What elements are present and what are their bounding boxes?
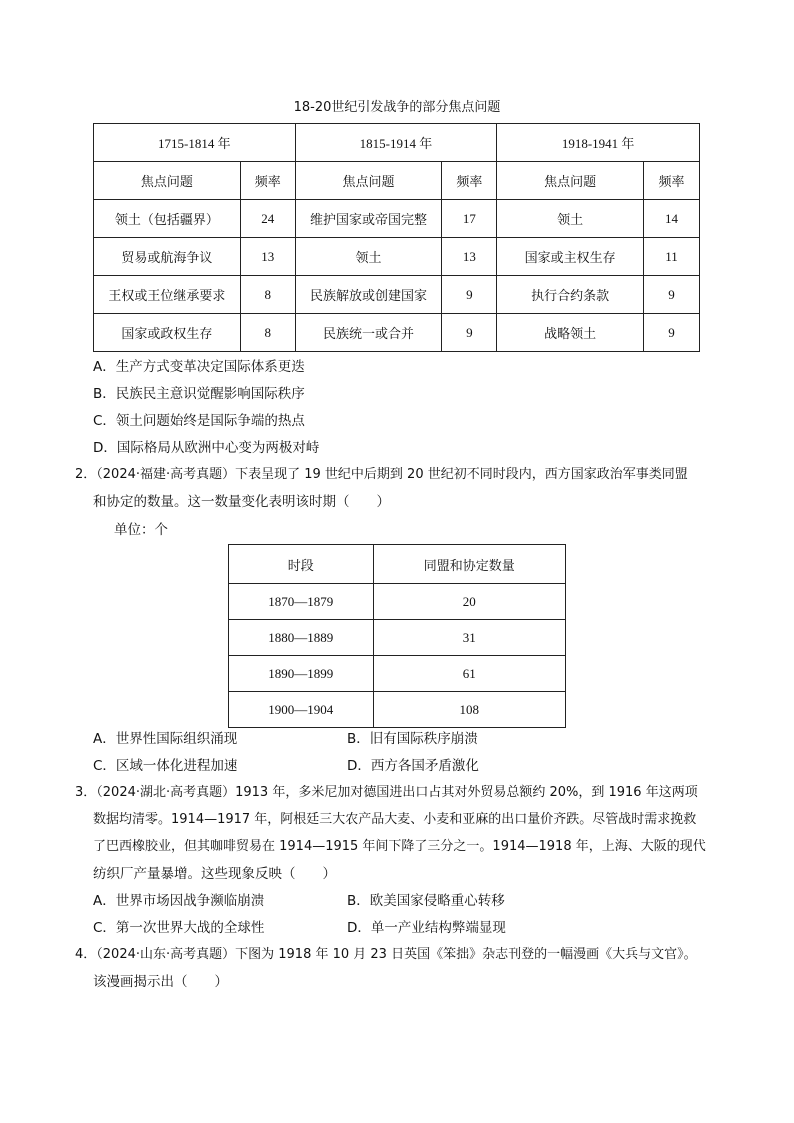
table-cell: 1900—1904 bbox=[229, 692, 374, 728]
q2-unit-label: 单位：个 bbox=[114, 522, 168, 538]
column-header: 焦点问题 bbox=[497, 162, 644, 200]
column-header: 同盟和协定数量 bbox=[373, 545, 565, 584]
q3-stem-line: 了巴西橡胶业，但其咖啡贸易在 1914—1915 年间下降了三分之一。1914—1918 年，上海、大阪的现代 bbox=[93, 839, 706, 854]
table-cell: 9 bbox=[442, 276, 497, 314]
table-cell: 13 bbox=[240, 238, 295, 276]
table-cell: 贸易或航海争议 bbox=[94, 238, 241, 276]
table-cell: 民族解放或创建国家 bbox=[295, 276, 442, 314]
table-cell: 1890—1899 bbox=[229, 656, 374, 692]
q3-option-b[interactable]: B．欧美国家侵略重心转移 bbox=[347, 893, 505, 909]
column-header: 频率 bbox=[240, 162, 295, 200]
alliance-count-table bbox=[228, 544, 566, 728]
q1-option-a[interactable]: A．生产方式变革决定国际体系更迭 bbox=[93, 359, 305, 375]
table-cell: 9 bbox=[442, 314, 497, 352]
q2-stem-line: 2．（2024·福建·高考真题）下表呈现了 19 世纪中后期到 20 世纪初不同时段内，西方国家政治军事类同盟 bbox=[75, 467, 688, 482]
period-header: 1815-1914 年 bbox=[295, 124, 497, 162]
table-cell: 31 bbox=[373, 620, 565, 656]
q3-stem-line: 纺织厂产量暴增。这些现象反映（ ） bbox=[93, 866, 336, 882]
table-cell: 9 bbox=[644, 276, 700, 314]
q2-option-c[interactable]: C．区域一体化进程加速 bbox=[93, 758, 238, 774]
table-cell: 国家或政权生存 bbox=[94, 314, 241, 352]
table-row bbox=[94, 276, 700, 314]
table-row bbox=[229, 656, 566, 692]
table-cell: 108 bbox=[373, 692, 565, 728]
column-header: 焦点问题 bbox=[94, 162, 241, 200]
table-cell: 领土 bbox=[497, 200, 644, 238]
column-header: 频率 bbox=[644, 162, 700, 200]
table1-title: 18-20世纪引发战争的部分焦点问题 bbox=[293, 100, 501, 115]
table-cell: 战略领土 bbox=[497, 314, 644, 352]
table-row bbox=[94, 314, 700, 352]
q3-option-d[interactable]: D．单一产业结构弊端显现 bbox=[347, 920, 506, 936]
table-cell: 1870—1879 bbox=[229, 584, 374, 620]
table-cell: 8 bbox=[240, 276, 295, 314]
q3-stem-line: 数据均清零。1914—1917 年，阿根廷三大农产品大麦、小麦和亚麻的出口量价齐跌。尽管战时需求挽救 bbox=[93, 812, 697, 827]
table-cell: 11 bbox=[644, 238, 700, 276]
table-cell: 国家或主权生存 bbox=[497, 238, 644, 276]
table-row bbox=[94, 200, 700, 238]
column-header: 焦点问题 bbox=[295, 162, 442, 200]
table-cell: 执行合约条款 bbox=[497, 276, 644, 314]
war-focus-table bbox=[93, 123, 700, 352]
q3-option-c[interactable]: C．第一次世界大战的全球性 bbox=[93, 920, 265, 936]
table-cell: 20 bbox=[373, 584, 565, 620]
table-cell: 民族统一或合并 bbox=[295, 314, 442, 352]
table-row bbox=[229, 584, 566, 620]
table-cell: 1880—1889 bbox=[229, 620, 374, 656]
q4-stem-line: 4．（2024·山东·高考真题）下图为 1918 年 10 月 23 日英国《笨拙》杂志刊登的一幅漫画《大兵与文官》。 bbox=[75, 947, 697, 962]
q2-option-a[interactable]: A．世界性国际组织涌现 bbox=[93, 731, 238, 747]
q1-option-c[interactable]: C．领土问题始终是国际争端的热点 bbox=[93, 413, 305, 429]
q1-option-d[interactable]: D．国际格局从欧洲中心变为两极对峙 bbox=[93, 440, 320, 456]
table-cell: 17 bbox=[442, 200, 497, 238]
table-cell: 维护国家或帝国完整 bbox=[295, 200, 442, 238]
q2-stem-line: 和协定的数量。这一数量变化表明该时期（ ） bbox=[93, 494, 390, 510]
table-cell: 8 bbox=[240, 314, 295, 352]
table-cell: 领土（包括疆界） bbox=[94, 200, 241, 238]
table-cell: 9 bbox=[644, 314, 700, 352]
q4-stem-line: 该漫画揭示出（ ） bbox=[93, 974, 228, 990]
q3-option-a[interactable]: A．世界市场因战争濒临崩溃 bbox=[93, 893, 265, 909]
q2-option-b[interactable]: B．旧有国际秩序崩溃 bbox=[347, 731, 478, 747]
column-header: 时段 bbox=[229, 545, 374, 584]
table-row bbox=[229, 692, 566, 728]
q3-stem-line: 3．（2024·湖北·高考真题）1913 年，多米尼加对德国进出口占其对外贸易总额约 20%，到 1916 年这两项 bbox=[75, 785, 698, 800]
period-header: 1715-1814 年 bbox=[94, 124, 296, 162]
period-header: 1918-1941 年 bbox=[497, 124, 700, 162]
column-header: 频率 bbox=[442, 162, 497, 200]
table-row bbox=[229, 620, 566, 656]
q2-option-d[interactable]: D．西方各国矛盾激化 bbox=[347, 758, 479, 774]
q1-option-b[interactable]: B．民族民主意识觉醒影响国际秩序 bbox=[93, 386, 305, 402]
table-cell: 王权或王位继承要求 bbox=[94, 276, 241, 314]
table-cell: 13 bbox=[442, 238, 497, 276]
table-row bbox=[94, 238, 700, 276]
table-cell: 领土 bbox=[295, 238, 442, 276]
table-cell: 61 bbox=[373, 656, 565, 692]
table-cell: 24 bbox=[240, 200, 295, 238]
table-cell: 14 bbox=[644, 200, 700, 238]
